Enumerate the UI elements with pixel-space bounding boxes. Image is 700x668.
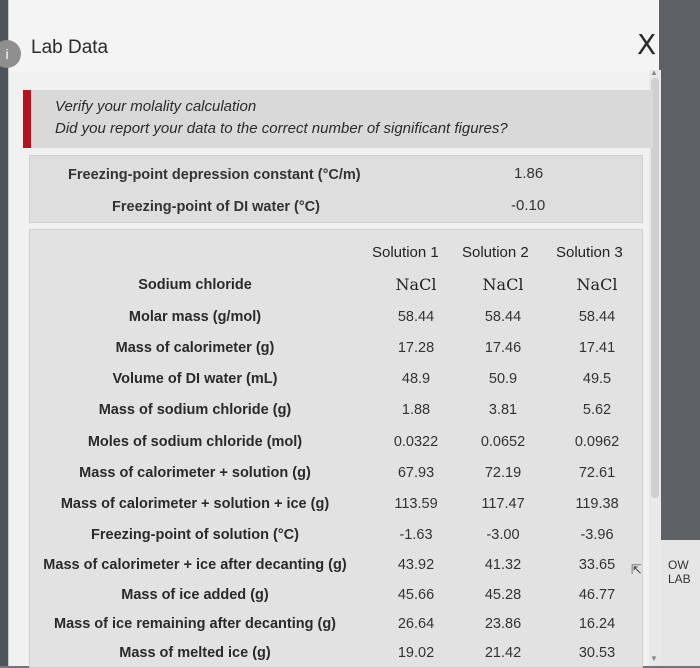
table-cell-solution-3: 58.44 — [578, 309, 616, 325]
table-cell-solution-3: 0.0962 — [574, 434, 620, 450]
column-header-solution-3: Solution 3 — [556, 244, 623, 261]
table-cell-solution-2: 0.0652 — [480, 434, 526, 450]
row-label: Mass of ice remaining after decanting (g) — [54, 616, 336, 632]
table-cell-solution-3: 72.61 — [578, 465, 616, 481]
dialog-title: Lab Data — [31, 37, 109, 58]
close-button[interactable]: X — [637, 28, 657, 61]
constant-label-fp-water: Freezing-point of DI water (°C) — [112, 199, 320, 215]
row-label: Sodium chloride — [138, 277, 252, 293]
row-label: Mass of melted ice (g) — [119, 645, 271, 661]
table-cell-solution-1: 45.66 — [397, 587, 435, 603]
row-label: Mass of calorimeter + solution (g) — [79, 465, 311, 481]
table-cell-solution-1: 48.9 — [401, 371, 431, 387]
row-label: Mass of calorimeter (g) — [115, 340, 275, 356]
table-cell-solution-3: 30.53 — [578, 645, 616, 661]
constants-panel — [29, 155, 643, 223]
dialog-titlebar — [5, 0, 659, 72]
scroll-up-icon[interactable]: ▲ — [650, 68, 658, 77]
table-cell-solution-2: 45.28 — [484, 587, 522, 603]
table-cell-solution-1: 113.59 — [394, 496, 438, 512]
row-label: Molar mass (g/mol) — [128, 309, 262, 325]
table-cell-solution-1: NaCl — [395, 275, 437, 294]
table-cell-solution-3: 5.62 — [582, 402, 612, 418]
table-cell-solution-2: 21.42 — [484, 645, 522, 661]
table-cell-solution-3: -3.96 — [580, 527, 614, 543]
column-header-solution-2: Solution 2 — [462, 244, 529, 261]
constant-label-kf: Freezing-point depression constant (°C/m) — [68, 167, 361, 183]
table-cell-solution-3: 17.41 — [578, 340, 616, 356]
table-cell-solution-2: 3.81 — [488, 402, 518, 418]
table-cell-solution-3: 46.77 — [578, 587, 616, 603]
row-label: Mass of calorimeter + ice after decanting (g) — [43, 557, 347, 573]
table-cell-solution-1: 0.0322 — [393, 434, 439, 450]
column-header-solution-1: Solution 1 — [372, 244, 439, 261]
table-cell-solution-3: 119.38 — [575, 496, 619, 512]
table-cell-solution-1: 1.88 — [401, 402, 431, 418]
table-cell-solution-2: 50.9 — [488, 371, 518, 387]
constant-value-fp-water: -0.10 — [511, 197, 546, 214]
scroll-down-icon[interactable]: ▼ — [650, 654, 658, 663]
background-text: OW LAB — [668, 558, 691, 586]
table-cell-solution-3: 16.24 — [578, 616, 616, 632]
table-cell-solution-2: 72.19 — [484, 465, 522, 481]
table-cell-solution-3: NaCl — [576, 275, 618, 294]
row-label: Volume of DI water (mL) — [112, 371, 278, 387]
table-cell-solution-3: 33.65 — [578, 557, 616, 573]
table-cell-solution-2: -3.00 — [486, 527, 520, 543]
row-label: Moles of sodium chloride (mol) — [87, 434, 303, 450]
lab-data-table — [29, 229, 643, 668]
table-cell-solution-1: -1.63 — [399, 527, 433, 543]
table-cell-solution-3: 49.5 — [582, 371, 612, 387]
table-cell-solution-1: 17.28 — [397, 340, 435, 356]
table-cell-solution-1: 26.64 — [397, 616, 435, 632]
alert-line-1: Verify your molality calculation — [55, 98, 257, 115]
table-cell-solution-1: 67.93 — [397, 465, 435, 481]
table-cell-solution-1: 43.92 — [397, 557, 435, 573]
row-label: Mass of sodium chloride (g) — [98, 402, 292, 418]
table-cell-solution-2: 41.32 — [484, 557, 522, 573]
row-label: Mass of calorimeter + solution + ice (g) — [60, 496, 330, 512]
row-label: Freezing-point of solution (°C) — [91, 527, 299, 543]
table-cell-solution-2: 58.44 — [484, 309, 522, 325]
table-cell-solution-2: 23.86 — [484, 616, 522, 632]
table-cell-solution-2: 117.47 — [481, 496, 525, 512]
table-cell-solution-1: 58.44 — [397, 309, 435, 325]
info-badge-icon: i — [0, 40, 21, 68]
alert-line-2: Did you report your data to the correct number of significant figures? — [55, 120, 508, 137]
row-label: Mass of ice added (g) — [121, 587, 269, 603]
mouse-cursor-icon: ⇱ — [631, 562, 642, 577]
table-cell-solution-1: 19.02 — [397, 645, 435, 661]
constant-value-kf: 1.86 — [514, 165, 544, 182]
table-cell-solution-2: 17.46 — [484, 340, 522, 356]
lab-data-dialog — [5, 0, 659, 666]
table-cell-solution-2: NaCl — [482, 275, 524, 294]
feedback-alert — [23, 90, 653, 148]
